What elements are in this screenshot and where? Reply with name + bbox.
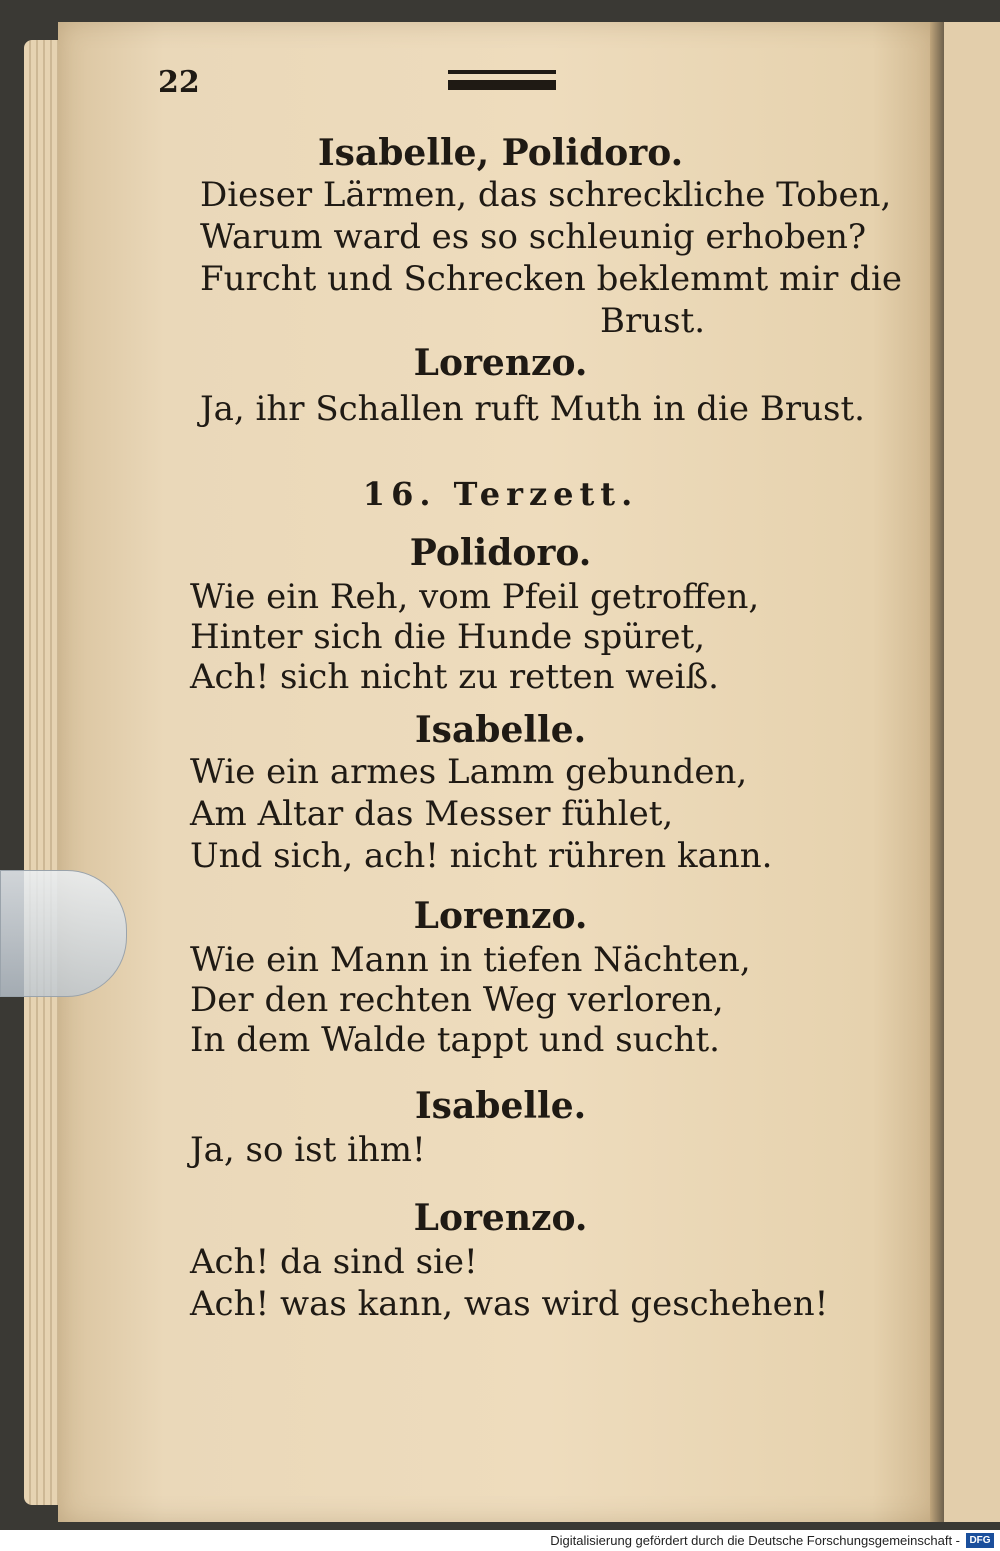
section-heading: 16. Terzett. <box>362 475 639 513</box>
speaker-name: Isabelle. <box>414 1085 587 1127</box>
verse-line: Ach! sich nicht zu retten weiß. <box>190 657 719 697</box>
header-rule-thick <box>448 80 556 90</box>
speaker-name: Lorenzo. <box>413 1197 588 1239</box>
page-number: 22 <box>158 65 200 100</box>
verse-line: Dieser Lärmen, das schreckliche Toben, <box>200 175 892 215</box>
verse-line: Ach! was kann, was wird geschehen! <box>190 1284 829 1324</box>
facing-page <box>944 22 1000 1522</box>
speaker-name: Isabelle, Polidoro. <box>317 132 684 174</box>
verse-line: Warum ward es so schleunig erhoben? <box>200 217 867 257</box>
speaker-name: Lorenzo. <box>413 342 588 384</box>
dfg-logo: DFG <box>966 1533 994 1548</box>
verse-line: Und sich, ach! nicht rühren kann. <box>190 836 773 876</box>
speaker-name: Polidoro. <box>409 532 592 574</box>
verse-line: Furcht und Schrecken beklemmt mir die <box>200 259 902 299</box>
header-rule-thin <box>448 70 556 74</box>
verse-line: Brust. <box>600 301 706 341</box>
speaker-name: Lorenzo. <box>413 895 588 937</box>
verse-line: Wie ein Reh, vom Pfeil getroffen, <box>190 577 760 617</box>
verse-line: Ja, ihr Schallen ruft Muth in die Brust. <box>200 389 865 429</box>
verse-line: In dem Walde tappt und sucht. <box>190 1020 720 1060</box>
speaker-name: Isabelle. <box>414 709 587 751</box>
verse-line: Am Altar das Messer fühlet, <box>190 794 674 834</box>
verse-line: Hinter sich die Hunde spüret, <box>190 617 705 657</box>
verse-line: Der den rechten Weg verloren, <box>190 980 724 1020</box>
verse-line: Wie ein armes Lamm gebunden, <box>190 752 748 792</box>
funding-credit: Digitalisierung gefördert durch die Deutsche Forschungsgemeinschaft - <box>550 1533 960 1548</box>
book-gutter <box>930 22 944 1522</box>
verse-line: Ja, so ist ihm! <box>190 1130 426 1170</box>
verse-line: Ach! da sind sie! <box>190 1242 478 1282</box>
verse-line: Wie ein Mann in tiefen Nächten, <box>190 940 751 980</box>
